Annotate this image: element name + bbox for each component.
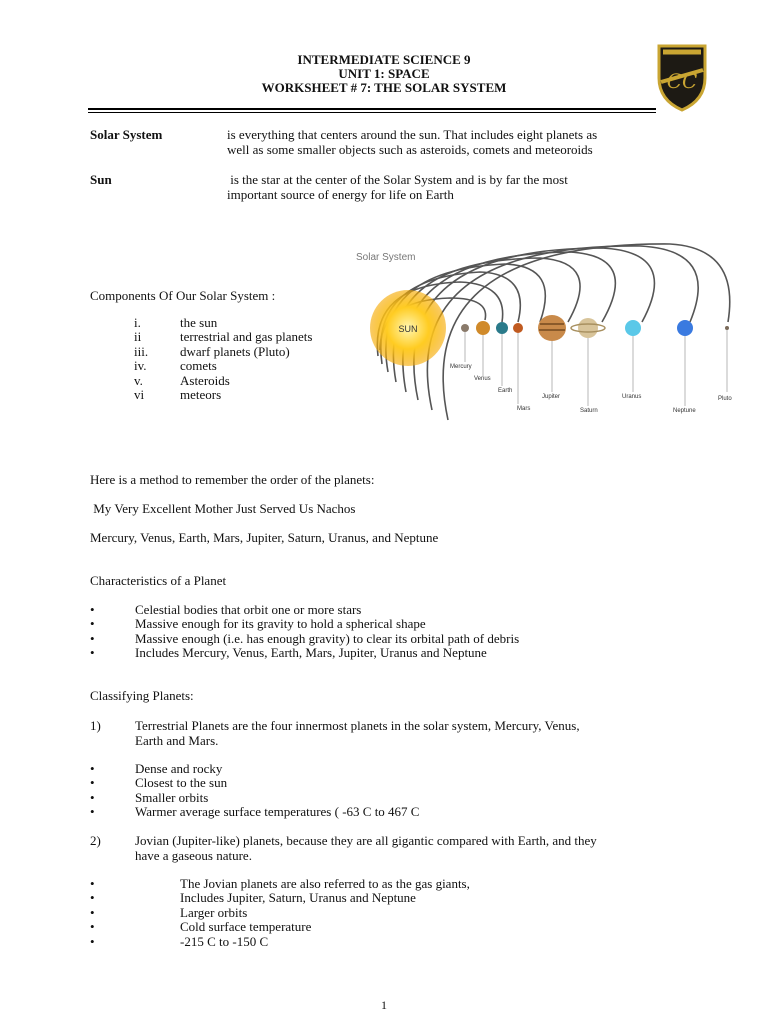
bullet: •: [90, 616, 95, 631]
bullet: •: [90, 775, 95, 790]
bullet: •: [90, 645, 95, 660]
mars-label: Mars: [517, 406, 531, 412]
bullet: •: [90, 804, 95, 819]
neptune-icon: [677, 320, 693, 336]
bullet: •: [90, 761, 95, 776]
bullet: •: [90, 876, 95, 891]
def-sun-line2: important source of energy for life on Earth: [227, 187, 454, 202]
term-solar-system: Solar System: [90, 127, 163, 142]
jupiter-icon: [538, 315, 566, 341]
bullet: •: [90, 890, 95, 905]
group-2-line2: have a gaseous nature.: [135, 848, 252, 863]
header-line-1: INTERMEDIATE SCIENCE 9: [297, 52, 471, 67]
list-item: • Smaller orbits: [90, 790, 209, 805]
neptune-label: Neptune: [673, 408, 696, 414]
classifying-heading: Classifying Planets:: [90, 688, 194, 703]
group-2-line1: Jovian (Jupiter-like) planets, because they are all gigantic compared with Earth, and they: [135, 833, 597, 848]
group-1-number: 1): [90, 718, 101, 733]
saturn-icon: [578, 318, 598, 338]
header-line-3: WORKSHEET # 7: THE SOLAR SYSTEM: [261, 80, 507, 95]
def-solar-system-line1: is everything that centers around the sun. That includes eight planets as: [227, 127, 598, 142]
uranus-label: Uranus: [622, 394, 642, 400]
header-rule: [88, 108, 656, 110]
group-1-line2: Earth and Mars.: [135, 733, 219, 748]
mars-icon: [513, 323, 523, 333]
list-item: • Massive enough for its gravity to hold a spherical shape: [90, 616, 426, 631]
list-item: • Warmer average surface temperatures ( -63 C to 467 C: [90, 804, 420, 819]
svg-text:CC: CC: [666, 69, 698, 93]
list-item: • Massive enough (i.e. has enough gravity) to clear its orbital path of debris: [90, 631, 520, 646]
list-item: • Includes Mercury, Venus, Earth, Mars, Jupiter, Uranus and Neptune: [90, 645, 487, 660]
bullet: •: [90, 602, 95, 617]
sun-label: SUN: [398, 324, 418, 334]
list-item: • Larger orbits: [90, 905, 248, 920]
mercury-label: Mercury: [450, 364, 472, 370]
uranus-icon: [625, 320, 641, 336]
bullet: •: [90, 934, 95, 949]
list-item: • Dense and rocky: [90, 761, 223, 776]
components-heading: Components Of Our Solar System :: [90, 288, 276, 303]
pluto-label: Pluto: [718, 396, 732, 402]
list-item: • Cold surface temperature: [90, 919, 312, 934]
school-crest-logo: [655, 40, 709, 112]
list-item: • Celestial bodies that orbit one or more stars: [90, 602, 362, 617]
bullet: •: [90, 919, 95, 934]
page-number: 1: [381, 998, 387, 1012]
venus-icon: [476, 321, 490, 335]
group-2-number: 2): [90, 833, 101, 848]
def-sun-line1: is the star at the center of the Solar System and is by far the most: [227, 172, 568, 187]
jupiter-label: Jupiter: [542, 394, 561, 400]
earth-icon: [496, 322, 508, 334]
bullet: •: [90, 905, 95, 920]
characteristics-heading: Characteristics of a Planet: [90, 573, 227, 588]
term-sun: Sun: [90, 172, 112, 187]
solar-system-diagram: [340, 240, 740, 440]
mnemonic-planets: Mercury, Venus, Earth, Mars, Jupiter, Saturn, Uranus, and Neptune: [90, 530, 439, 545]
list-item: • The Jovian planets are also referred to as the gas giants,: [90, 876, 470, 891]
def-solar-system-line2: well as some smaller objects such as asteroids, comets and meteoroids: [227, 142, 593, 157]
pluto-icon: [725, 326, 729, 330]
bullet: •: [90, 790, 95, 805]
mercury-icon: [461, 324, 469, 332]
header-line-2: UNIT 1: SPACE: [338, 66, 430, 81]
diagram-title: Solar System: [356, 252, 416, 263]
mnemonic-phrase: My Very Excellent Mother Just Served Us Nachos: [90, 501, 356, 516]
earth-label: Earth: [498, 388, 513, 394]
list-item: • Includes Jupiter, Saturn, Uranus and Neptune: [90, 890, 416, 905]
list-item: • -215 C to -150 C: [90, 934, 269, 949]
venus-label: Venus: [474, 376, 491, 382]
mnemonic-intro: Here is a method to remember the order of the planets:: [90, 472, 375, 487]
header-rule-thin: [88, 112, 656, 113]
bullet: •: [90, 631, 95, 646]
list-item: • Closest to the sun: [90, 775, 228, 790]
saturn-label: Saturn: [580, 408, 598, 414]
group-1-line1: Terrestrial Planets are the four innermost planets in the solar system, Mercury, Venus,: [135, 718, 580, 733]
